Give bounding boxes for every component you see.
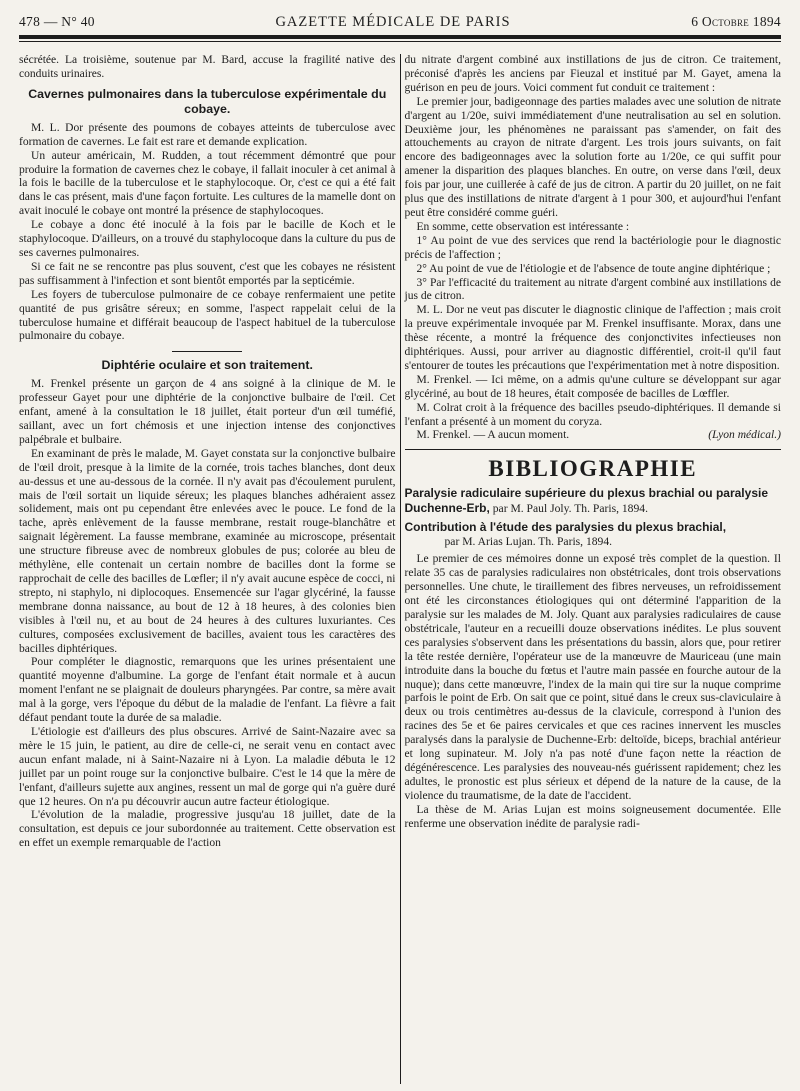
paragraph: Un auteur américain, M. Rudden, a tout récemment démontré que pour produire la formation de cavernes chez le cobaye, il fallait inoculer à cet animal à la fois le bacille de la tuberculose et le staphylocoque. Or, c'est ce qui a été fait dans le cas présent, mais d'une façon fortuite. Les cultures de la mamelle dont on avait inoculé le cobaye ont montré la présence de staphylocoques.: [19, 149, 396, 218]
entry-title: Paralysie radiculaire supérieure du plexus brachial ou paralysie Duchenne-Erb,: [404, 486, 768, 516]
last-remark: M. Frenkel. — A aucun moment.: [416, 429, 570, 442]
entry-author: par M. Paul Joly. Th. Paris, 1894.: [492, 502, 648, 516]
paragraph: En somme, cette observation est intéressante :: [416, 220, 630, 233]
section-title-diphterie: Diphtérie oculaire et son traitement.: [101, 358, 313, 373]
paragraph: En examinant de près le malade, M. Gayet constata sur la conjonctive bulbaire de l'œil droit, presque à la limite de la cornée, trois taches blanches, dont deux au-dessus et une au-dessous de la cornée. Il n'y avait pas d'écoulement purulent, mais de l'œil sortait un liquide séreux; les plaques blanches adhéraient assez solidement, mais ont pu cependant être enlevées avec le pouce. Le fond de la tache, après enlèvement de la fausse membrane, restait rouge-blanchâtre et saignait légèrement. La fausse membrane, examinée au microscope, présentait une structure fibreuse avec de nombreux globules de pus; colorée au bleu de méthylène, elle contenait un certain nombre de bacilles dont la forme se rapprochait de celle des bacilles de Lœfler; il n'y avait aucune espèce de cocci, ni strepto, ni staphylo, ni diplocoques. Ensemencée sur l'agar glycériné, la fausse membrane donna naissance, au bout de 12 à 18 heures, à des colonies bien visibles à l'œil nu, et au bout de 24 heures à des cultures luxuriantes. Ces cultures, composées exclusivement de bacilles, avaient tous les caractères des bacilles diphtériques.: [19, 447, 396, 655]
continued-paragraph: du nitrate d'argent combiné aux instillations de jus de citron. Ce traitement, préconisé d'après les anciens par Fieuzal et institué par M. Gayet, amena la guérison en peu de jours. Voici comment fut conduit ce traitement :: [404, 54, 781, 94]
page-header: [19, 12, 781, 32]
page-number: 478 — N° 40: [19, 14, 95, 29]
right-column: [401, 54, 782, 1084]
paragraph: Les foyers de tuberculose pulmonaire de ce cobaye renfermaient une petite quantité de pus grisâtre séreux; en somme, l'aspect rappelait celui de la tuberculose humaine et différait beaucoup de l'aspect habituel de la tuberculose pulmonaire du cobaye.: [19, 288, 396, 343]
paragraph: La thèse de M. Arias Lujan est moins soigneusement documentée. Elle renferme une observation inédite de paralysie radi-: [404, 803, 781, 830]
paragraph: Le cobaye a donc été inoculé à la fois par le bacille de Koch et le staphylocoque. D'ailleurs, on a trouvé du staphylocoque dans la culture du pus de ses cavernes pulmonaires.: [19, 219, 396, 259]
paragraph: M. Frenkel. — Ici même, on a admis qu'une culture se développant sur agar glycériné, au bout de 18 heures, était composée de bacilles de Lœffler.: [404, 373, 781, 400]
paragraph: Le premier de ces mémoires donne un exposé très complet de la question. Il relate 35 cas de paralysies radiculaires non obstétricales, dont trois observations personnelles. Une chute, le tiraillement des fibres nerveuses, un refroidissement ont été les circonstances étiologiques qui ont déterminé l'apparition de la paralysie sur les malades de M. Joly. Quant aux paralysies radiculaires de cause obstétricale, l'auteur en a recueilli douze observations inédites. Le plus souvent ces paralysies s'observent dans les présentations du bassin, alors que, pour retirer la tête restée dernière, l'opérateur use de la manœuvre de Mauriceau (une main introduite dans la bouche du fœtus et l'autre main passée en fourche autour de la nuque); dans cette manœuvre, l'index de la main qui tire sur la nuque comprime parfois le point de Erb. On sait que ce point, situé dans le creux sus-claviculaire à deux ou trois centimètres au-dessus de la clavicule, correspond à l'union des racines des 5e et 6e paires cervicales et que ces racines innervent les muscles paralysés dans la paralysie de Duchenne-Erb: deltoïde, biceps, brachial antérieur et long supinateur. M. Joly n'a pas noté d'une façon nette la réaction de dégénérescence. Les paralysies des nouveau-nés guérissent rapidement; chez les adultes, le pronostic est plus sérieux et dépend de la nature de la cause, de la violence du traumatisme, de la date de l'accident.: [404, 553, 781, 802]
bibliography-title: BIBLIOGRAPHIE: [488, 456, 698, 482]
header-rule-thick: [19, 35, 781, 39]
bibliography-entry: [405, 520, 782, 549]
issue-date: 6 Octobre 1894: [691, 14, 781, 29]
paragraph: L'étiologie est d'ailleurs des plus obscures. Arrivé de Saint-Nazaire avec sa mère le 15 juin, le patient, au dire de celle-ci, ne serait venu en contact avec aucun enfant malade, ni à Saint-Nazaire ni à Lyon. La maladie débuta le 12 juillet par un point rouge sur la conjonctive bulbaire. C'est le 14 que la mère de l'enfant, d'ailleurs sujette aux angines, ressent un mal de gorge qui n'a guère duré que 12 heures. On n'a pu découvrir aucun autre facteur étiologique.: [19, 725, 396, 808]
continued-paragraph: sécrétée. La troisième, soutenue par M. Bard, accuse la fragilité native des conduits urinaires.: [19, 54, 396, 80]
paragraph: Si ce fait ne se rencontre pas plus souvent, c'est que les cobayes ne résistent pas suffisamment à l'infection et sont bientôt emportés par la septicémie.: [19, 260, 396, 287]
journal-title: GAZETTE MÉDICALE DE PARIS: [275, 14, 511, 30]
page: [19, 12, 781, 1084]
paragraph: L'évolution de la maladie, progressive jusqu'au 18 juillet, date de la consultation, est depuis ce jour subordonnée au traitement. Cette observation est en effet un exemple remarquable de l'action: [19, 809, 396, 850]
paragraph: 1° Au point de vue des services que rend la bactériologie pour le diagnostic précis de l'affection ;: [404, 234, 781, 261]
paragraph: M. L. Dor présente des poumons de cobayes atteints de tuberculose avec formation de cavernes. Le fait est rare et demande explication.: [19, 121, 396, 148]
bibliography-entry: [405, 486, 782, 516]
paragraph: M. Colrat croit à la fréquence des bacilles pseudo-diphtériques. Il demande si l'enfant a présenté à un moment du coryza.: [404, 401, 781, 428]
section-title-cavernes: Cavernes pulmonaires dans la tuberculose expérimentale du cobaye.: [28, 86, 387, 116]
paragraph: 3° Par l'efficacité du traitement au nitrate d'argent combiné aux instillations de jus de citron.: [404, 276, 781, 303]
paragraph: Le premier jour, badigeonnage des parties malades avec une solution de nitrate d'argent au 1/20e, suivi immédiatement d'une neutralisation au sel en solution. Deuxième jour, les phénomènes ne paraissant pas s'amender, on fait des attouchements au crayon de nitrate d'argent. Les trois jours suivants, on fait encore des badigeonnages avec la solution forte au 1/20e, ce qui suffit pour amener la disparition des plaques blanches. En outre, on verse dans l'œil, deux fois par jour, une cuillerée à café de jus de citron. A partir du 20 juillet, on ne fait plus que des instillations de nitrate d'argent à 1 pour 300, et aujourd'hui l'enfant peut être considéré comme guéri.: [404, 95, 781, 219]
entry-author: par M. Arias Lujan. Th. Paris, 1894.: [444, 535, 613, 549]
source-citation: (Lyon médical.): [708, 429, 781, 442]
paragraph: Pour compléter le diagnostic, remarquons que les urines présentaient une quantité moyenne d'albumine. La gorge de l'enfant était normale et à aucun moment l'enfant ne se plaignait de douleurs pharyngées. Par contre, sa mère avait mal à la gorge, vers l'époque du début de la maladie de l'enfant. La fièvre a fait défaut pendant toute la durée de sa maladie.: [19, 656, 396, 725]
paragraph: M. L. Dor ne veut pas discuter le diagnostic clinique de l'affection ; mais croit la preuve expérimentale invoquée par M. Frenkel insuffisante. Morax, dans une thèse récente, a montré la fréquence des conjonctivites infectieuses non diphtériques. Aussi, pour arriver au diagnostic différentiel, croit-il qu'il faut s'entourer de toutes les précautions que l'expérimentation met à notre disposition.: [404, 304, 781, 372]
left-column: [19, 54, 400, 1084]
bibliography-rule: [405, 449, 782, 450]
closing-note: [405, 429, 782, 443]
entry-title: Contribution à l'étude des paralysies du plexus brachial,: [404, 520, 727, 535]
columns: [19, 54, 781, 1084]
section-separator: [172, 351, 242, 352]
paragraph: M. Frenkel présente un garçon de 4 ans soigné à la clinique de M. le professeur Gayet pour une diphtérie de la conjonctive bulbaire de l'œil. Cet enfant, amené à la consultation le 18 juillet, était porteur d'un œil tuméfié, saillant, avec un fort chémosis et une injection intense des conjonctives palpébrale et bulbaire.: [19, 378, 396, 446]
paragraph: 2° Au point de vue de l'étiologie et de l'absence de toute angine diphtérique ;: [416, 262, 771, 275]
header-rule-thin: [19, 41, 781, 42]
